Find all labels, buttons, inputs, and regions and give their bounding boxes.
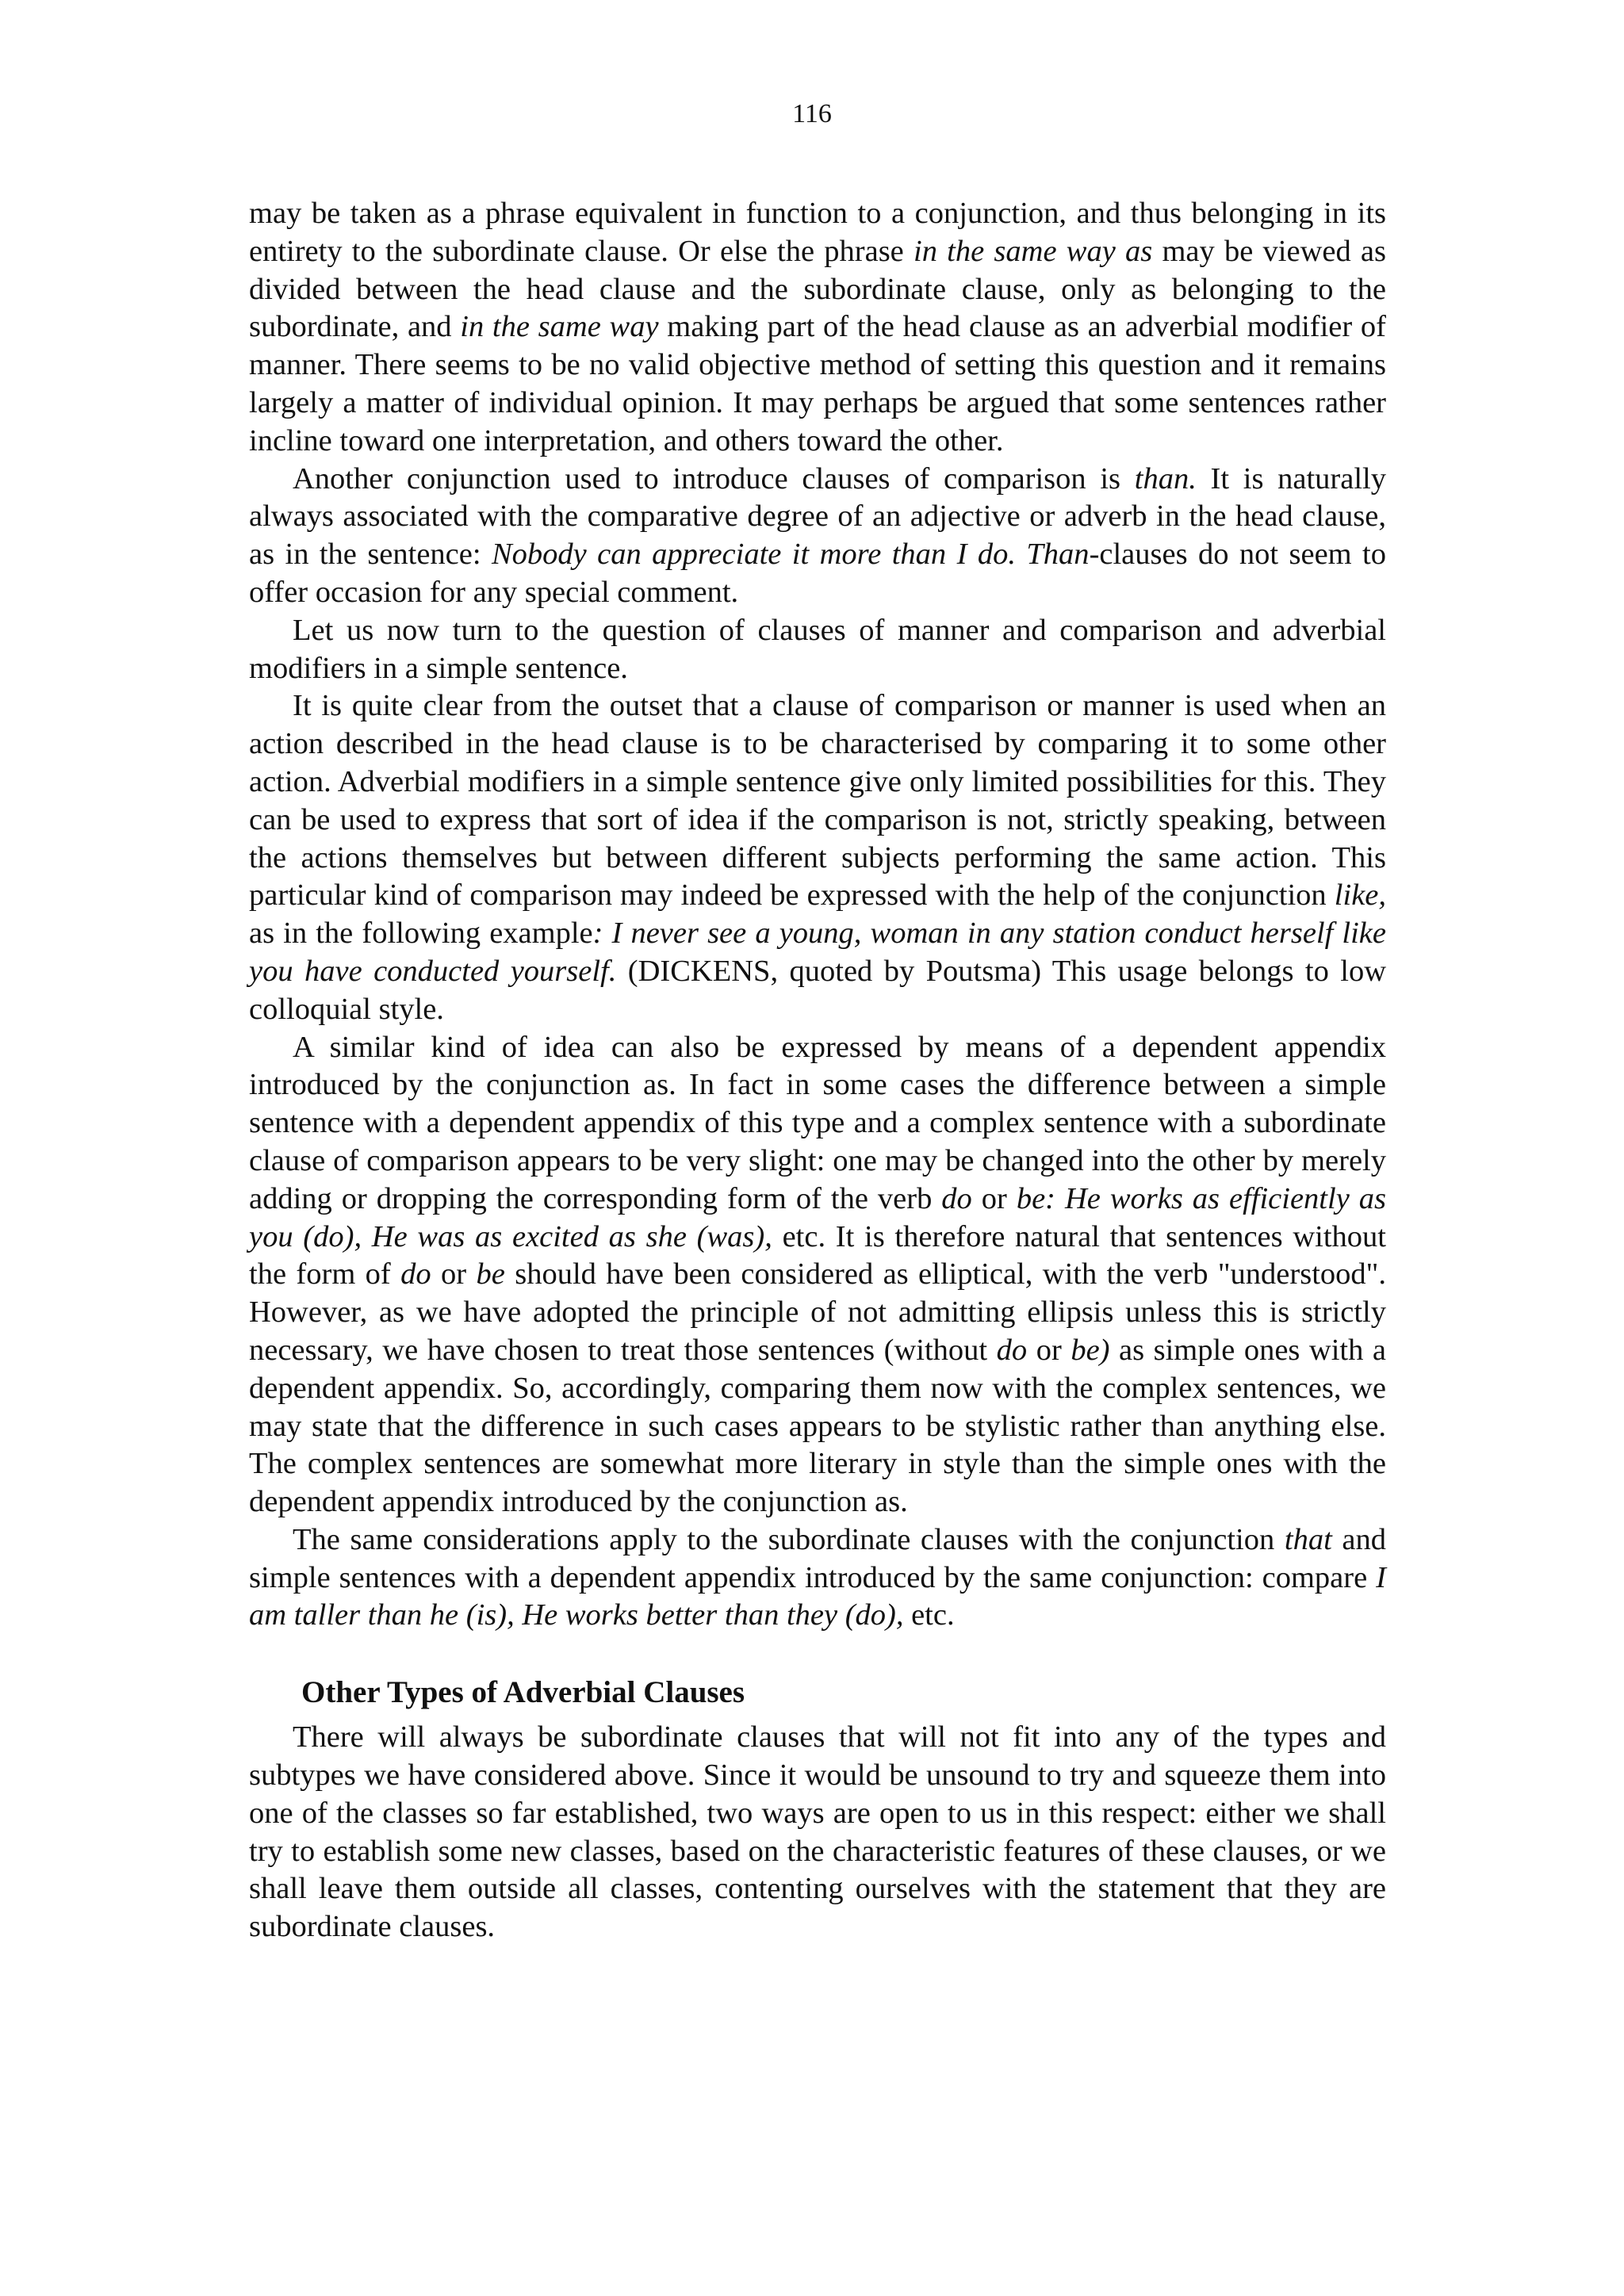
paragraph-7: There will always be subordinate clauses that will not fit into any of the types and subtypes we have considered above. Since it would be unsound to try and squeeze them into one of the classes so far established, two ways are open to us in this respect: either we shall try to establish some new classes, based on the characteristic features of these clauses, or we shall leave them outside all classes, contenting ourselves with the statement that they are subordinate clauses.	[249, 1720, 1386, 1944]
paragraph-1-italic: in the same way	[460, 310, 659, 344]
paragraph-2-text: -clauses do not seem to offer occasion for any special comment.	[249, 538, 1386, 609]
paragraph-5-text: or	[971, 1181, 1017, 1215]
paragraph-4-text: It is quite clear from the outset that a clause of comparison or manner is used when an action described in the head clause is to be characterised by comparing it to some other action. Adverbial modifiers in a simple sentence give only limited possibilities for this. They can be used to express that sort of idea if the comparison is not, strictly speaking, between the actions themselves but between different subjects performing the same action. This particular kind of comparison may indeed be expressed with the help of the conjunction	[249, 689, 1386, 913]
paragraph-4-text: (DICKENS, quoted by Poutsma) This usage belongs to low colloquial style.	[249, 954, 1387, 1026]
section-heading: Other Types of Adverbial Clauses	[301, 1675, 745, 1710]
paragraph-1-italic: in the same way as	[914, 234, 1153, 268]
paragraph-4-italic: like,	[1334, 878, 1386, 913]
paragraph-4	[249, 687, 1386, 1028]
paragraph-1-text: may be viewed as divided between the head clause and the subordinate clause, only as belonging to the subordinate, and	[249, 234, 1387, 344]
paragraph-1-text: may be taken as a phrase equivalent in function to a conjunction, and thus belonging in its entirety to the subordinate clause. Or else the phrase	[249, 197, 1386, 268]
paragraph-2-text: Another conjunction used to introduce clauses of comparison is	[293, 461, 1135, 496]
paragraph-6-text: The same considerations apply to the subordinate clauses with the conjunction	[293, 1522, 1285, 1556]
paragraph-4-italic: : I never see a young, woman in any station conduct herself like you have conducted yourself.	[249, 916, 1386, 988]
page-number: 116	[792, 99, 832, 128]
paragraph-5-italic: be	[476, 1257, 505, 1292]
paragraph-2	[249, 461, 1386, 612]
paragraph-5-italic: be)	[1071, 1333, 1110, 1367]
paragraph-1-text: making part of the head clause as an adverbial modifier of manner. There seems to be no valid objective method of setting this question and it remains largely a matter of individual opinion. It may perhaps be argued that some sentences rather incline toward one interpretation, and others toward the other.	[249, 310, 1386, 457]
paragraph-5	[249, 1029, 1386, 1521]
paragraph-2-italic: Nobody can appreciate it more than I do. Than	[491, 538, 1090, 572]
paragraph-5-text: as simple ones with a dependent appendix. So, accordingly, comparing them now with the complex sentences, we may state that the difference in such cases appears to be stylistic rather than anything else. The complex sentences are somewhat more literary in style than the simple ones with the dependent appendix introduced by the conjunction as.	[249, 1333, 1387, 1519]
paragraph-5-text: should have been considered as elliptical, with the verb "understood". However, as we have adopted the principle of not admitting ellipsis unless this is strictly necessary, we have chosen to treat those sentences (without	[249, 1257, 1386, 1367]
paragraph-5-italic: do	[941, 1181, 972, 1215]
paragraph-5-text: or	[1027, 1333, 1071, 1367]
paragraph-6-text: and simple sentences with a dependent appendix introduced by the same conjunction: compare	[249, 1522, 1387, 1594]
paragraph-6-italic: I am taller than he (is), He works better than they (do),	[249, 1560, 1386, 1632]
text-body	[249, 195, 1386, 1946]
paragraph-5-italic: do	[400, 1257, 431, 1292]
paragraph-5-italic: be: He works as efficiently as you (do), He was as excited as she (was),	[249, 1181, 1386, 1253]
paragraph-6-text: etc.	[903, 1598, 955, 1632]
paragraph-4-text: as in the following example	[249, 916, 593, 951]
paragraph-5-italic: do	[996, 1333, 1028, 1367]
paragraph-5-text: A similar kind of idea can also be expressed by means of a dependent appendix introduced by the conjunction as. In fact in some cases the difference between a simple sentence with a dependent appendix of this type and a complex sentence with a subordinate clause of comparison appears to be very slight: one may be changed into the other by merely adding or dropping the corresponding form of the verb	[249, 1030, 1386, 1215]
paragraph-6	[249, 1521, 1386, 1635]
paragraph-2-italic: than.	[1134, 461, 1197, 496]
paragraph-5-text: etc. It is therefore natural that sentences without the form of	[249, 1219, 1386, 1292]
paragraph-1	[249, 195, 1386, 461]
paragraph-5-text: or	[431, 1257, 477, 1292]
paragraph-2-text: It is naturally always associated with the comparative degree of an adjective or adverb in the head clause, as in the sentence:	[249, 461, 1386, 572]
paragraph-3: Let us now turn to the question of clauses of manner and comparison and adverbial modifiers in a simple sentence.	[249, 613, 1386, 685]
paragraph-6-italic: that	[1284, 1522, 1332, 1556]
